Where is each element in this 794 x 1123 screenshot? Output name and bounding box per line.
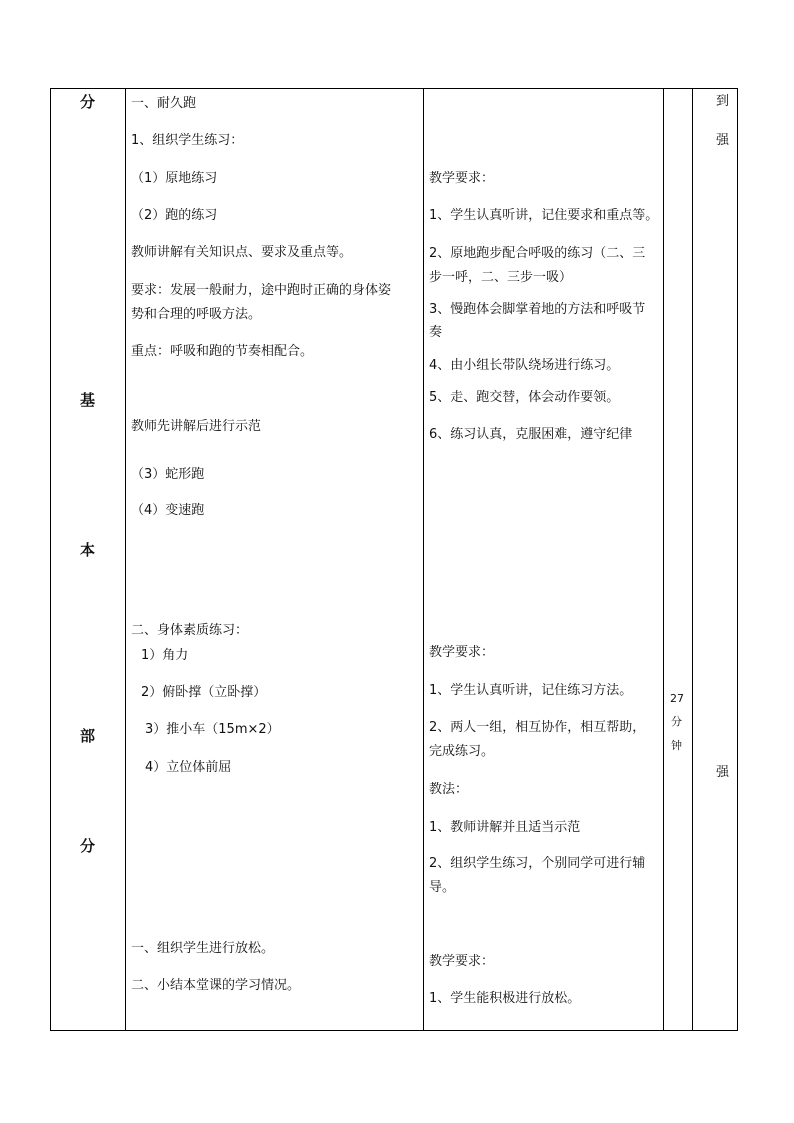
part1-title: 一、耐久跑 bbox=[131, 96, 197, 111]
section-char: 分 bbox=[80, 837, 96, 855]
requirement-line: 6、练习认真，克服困难，遵守纪律 bbox=[429, 427, 633, 442]
part2-title: 二、身体素质练习： bbox=[131, 623, 249, 638]
method-line: 2、组织学生练习，个别同学可进行辅 bbox=[429, 856, 646, 871]
intensity-char: 强 bbox=[716, 765, 730, 780]
time-char: 钟 bbox=[671, 739, 682, 752]
column-divider bbox=[423, 89, 424, 1030]
intensity-char: 强 bbox=[716, 133, 730, 148]
requirement-line: 1、学生认真听讲，记住要求和重点等。 bbox=[429, 208, 659, 223]
content-line: 一、组织学生进行放松。 bbox=[131, 941, 275, 956]
requirement-line: 1、学生认真听讲，记住练习方法。 bbox=[429, 683, 633, 698]
intensity-char: 到 bbox=[716, 94, 730, 109]
requirement-line: 完成练习。 bbox=[429, 744, 495, 759]
content-line: （3）蛇形跑 bbox=[131, 467, 205, 482]
requirement-line: 2、原地跑步配合呼吸的练习（二、三 bbox=[429, 246, 646, 261]
requirement-line: 2、两人一组，相互协作，相互帮助， bbox=[429, 720, 646, 735]
requirement-line: 1、学生能积极进行放松。 bbox=[429, 991, 581, 1006]
content-line: 1、组织学生练习： bbox=[131, 133, 244, 148]
content-line: 要求：发展一般耐力，途中跑时正确的身体姿 bbox=[131, 283, 392, 298]
section-char: 基 bbox=[80, 391, 96, 409]
content-line: 3）推小车（15m×2） bbox=[145, 722, 280, 737]
requirement-line: 3、慢跑体会脚掌着地的方法和呼吸节 bbox=[429, 302, 646, 317]
content-line: 教师讲解有关知识点、要求及重点等。 bbox=[131, 245, 353, 260]
section-char: 分 bbox=[80, 93, 96, 111]
method-title: 教法： bbox=[429, 782, 469, 797]
method-line: 导。 bbox=[429, 880, 456, 895]
time-minutes: 27 bbox=[670, 692, 684, 705]
content-line: 势和合理的呼吸方法。 bbox=[131, 307, 262, 322]
requirement-line: 4、由小组长带队绕场进行练习。 bbox=[429, 358, 620, 373]
content-line: 4）立位体前屈 bbox=[145, 760, 232, 775]
requirement-line: 5、走、跑交替，体会动作要领。 bbox=[429, 390, 620, 405]
content-line: 二、小结本堂课的学习情况。 bbox=[131, 978, 301, 993]
section-char: 本 bbox=[80, 541, 96, 559]
requirement-line: 步一呼，二、三步一吸） bbox=[429, 270, 573, 285]
requirement-line: 奏 bbox=[429, 325, 443, 340]
column-divider bbox=[125, 89, 126, 1030]
column-divider bbox=[692, 89, 693, 1030]
requirements-title: 教学要求： bbox=[429, 954, 495, 969]
method-line: 1、教师讲解并且适当示范 bbox=[429, 820, 581, 835]
content-line: 2）俯卧撑（立卧撑） bbox=[141, 685, 267, 700]
lesson-plan-table bbox=[50, 88, 738, 1031]
content-line: 重点：呼吸和跑的节奏相配合。 bbox=[131, 344, 314, 359]
content-line: （1）原地练习 bbox=[131, 171, 218, 186]
time-char: 分 bbox=[671, 715, 682, 728]
section-char: 部 bbox=[80, 727, 96, 745]
content-line: 1）角力 bbox=[141, 648, 189, 663]
content-line: （4）变速跑 bbox=[131, 503, 205, 518]
content-line: （2）跑的练习 bbox=[131, 208, 218, 223]
requirements-title: 教学要求： bbox=[429, 171, 495, 186]
column-divider bbox=[663, 89, 664, 1030]
content-line: 教师先讲解后进行示范 bbox=[131, 419, 262, 434]
requirements-title: 教学要求： bbox=[429, 645, 495, 660]
